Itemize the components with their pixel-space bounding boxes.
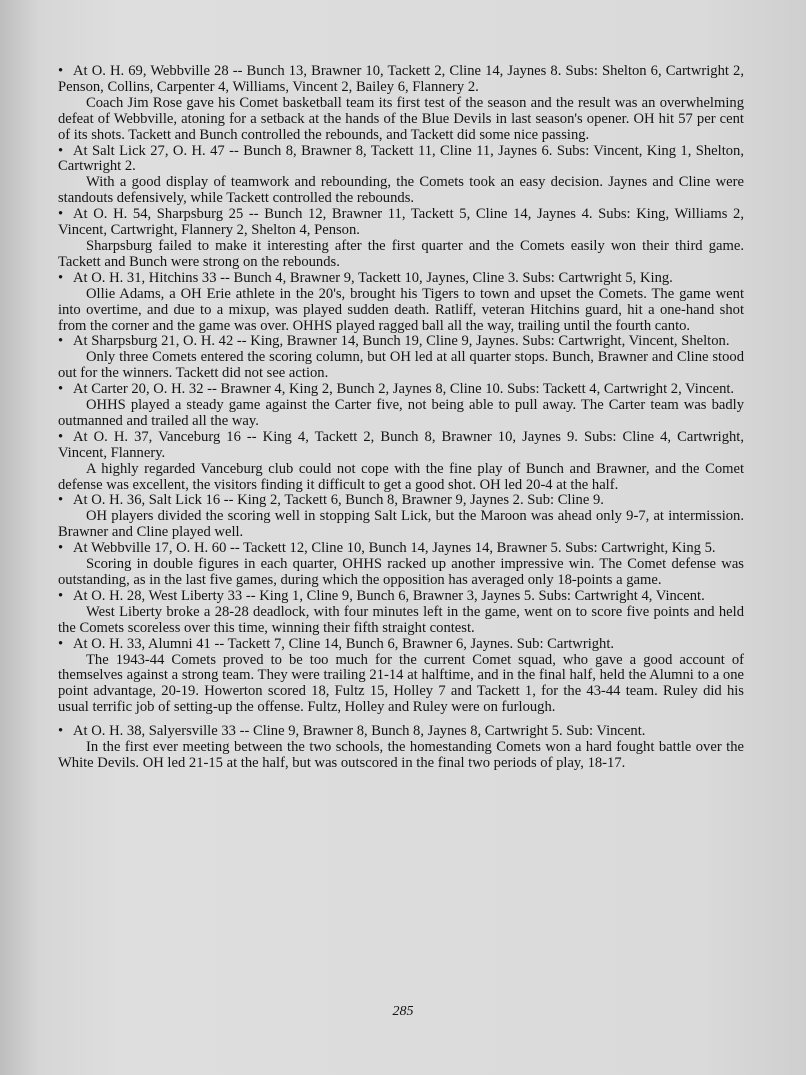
game-summary-paragraph bbox=[58, 96, 744, 144]
game-result-line bbox=[58, 541, 744, 557]
text: Only three Comets entered the scoring column, but OH led at all quarter stops. Bunch, Brawner and Cline stood out for the winners. Tackett did not see action. bbox=[58, 349, 744, 382]
bullet-icon: • bbox=[58, 635, 64, 652]
game-summary-paragraph bbox=[58, 239, 744, 271]
text: Ollie Adams, a OH Erie athlete in the 20's, brought his Tigers to town and upset the Comets. The game went into overtime, and due to a mixup, was played sudden death. Ratliff, veteran Hitchins guard, hit a one-hand shot from the corner and the game was over. OHHS played ragged ball all the way, trailing until the fourth canto. bbox=[58, 285, 744, 334]
bullet-icon: • bbox=[58, 381, 64, 398]
text: At O. H. 38, Salyersville 33 -- Cline 9, Brawner 8, Bunch 8, Jaynes 8, Cartwright 5. Sub: Vincent. bbox=[73, 723, 646, 740]
bullet-icon: • bbox=[58, 206, 64, 223]
text: With a good display of teamwork and rebounding, the Comets took an easy decision. Jaynes and Cline were standouts defensively, while Tackett controlled the rebounds. bbox=[58, 174, 744, 207]
text: At Sharpsburg 21, O. H. 42 -- King, Brawner 14, Bunch 19, Cline 9, Jaynes. Subs: Cartwright, Vincent, Shelton. bbox=[73, 333, 730, 350]
game-result-line bbox=[58, 493, 744, 509]
game-summary-paragraph bbox=[58, 398, 744, 430]
text: At O. H. 33, Alumni 41 -- Tackett 7, Cline 14, Bunch 6, Brawner 6, Jaynes. Sub: Cartwright. bbox=[73, 635, 615, 652]
text: At Salt Lick 27, O. H. 47 -- Bunch 8, Brawner 8, Tackett 11, Cline 11, Jaynes 6. Subs: Vincent, King 1, Shelton, Cartwright 2. bbox=[58, 142, 744, 175]
game-summary-paragraph bbox=[58, 557, 744, 589]
text: West Liberty broke a 28-28 deadlock, with four minutes left in the game, went on to score five points and held the Comets scoreless over this time, winning their fifth straight contest. bbox=[58, 603, 744, 636]
text: At O. H. 54, Sharpsburg 25 -- Bunch 12, Brawner 11, Tackett 5, Cline 14, Jaynes 4. Subs: King, Williams 2, Vincent, Cartwright, Flannery 2, Shelton 4, Penson. bbox=[58, 206, 744, 239]
text: Sharpsburg failed to make it interesting after the first quarter and the Comets easily won their third game. Tackett and Bunch were strong on the rebounds. bbox=[58, 237, 744, 270]
game-summary-paragraph bbox=[58, 740, 744, 772]
bullet-icon: • bbox=[58, 587, 64, 604]
page-body-text bbox=[58, 64, 744, 772]
text: At Webbville 17, O. H. 60 -- Tackett 12, Cline 10, Bunch 14, Jaynes 14, Brawner 5. Subs: Cartwright, King 5. bbox=[73, 540, 716, 557]
text: OHHS played a steady game against the Carter five, not being able to pull away. The Carter team was badly outmanned and trailed all the way. bbox=[58, 397, 744, 429]
game-summary-paragraph bbox=[58, 462, 744, 494]
bullet-icon: • bbox=[58, 723, 64, 740]
game-result-line bbox=[58, 334, 744, 350]
text: In the first ever meeting between the two schools, the homestanding Comets won a hard fought battle over the White Devils. OH led 21-15 at the half, but was outscored in the final two periods of play, 18-17. bbox=[58, 739, 744, 771]
bullet-icon: • bbox=[58, 63, 64, 79]
bullet-icon: • bbox=[58, 333, 64, 350]
bullet-icon: • bbox=[58, 142, 64, 159]
game-result-line bbox=[58, 271, 744, 287]
text: Scoring in double figures in each quarter, OHHS racked up another impressive win. The Comet defense was outstanding, as in the last five games, during which the opposition has averaged only 18-points a game. bbox=[58, 556, 744, 588]
text: OH players divided the scoring well in stopping Salt Lick, but the Maroon was ahead only 9-7, at intermission. Brawner and Cline played well. bbox=[58, 508, 744, 541]
text: Coach Jim Rose gave his Comet basketball team its first test of the season and the result was an overwhelming defeat of Webbville, atoning for a setback at the hands of the Blue Devils in last season's opener. OH hit 57 per cent of its shots. Tackett and Bunch controlled the rebounds, and Tackett did some nice passing. bbox=[58, 94, 744, 143]
text: At O. H. 36, Salt Lick 16 -- King 2, Tackett 6, Bunch 8, Brawner 9, Jaynes 2. Sub: Cline 9. bbox=[73, 492, 604, 509]
game-result-line bbox=[58, 207, 744, 239]
page-number: 285 bbox=[392, 1004, 414, 1019]
bullet-icon: • bbox=[58, 269, 64, 286]
game-summary-paragraph bbox=[58, 287, 744, 335]
text: At O. H. 28, West Liberty 33 -- King 1, Cline 9, Bunch 6, Brawner 3, Jaynes 5. Subs: Cartwright 4, Vincent. bbox=[73, 587, 705, 604]
game-summary-paragraph bbox=[58, 509, 744, 541]
game-summary-paragraph bbox=[58, 653, 744, 717]
game-result-line bbox=[58, 637, 744, 653]
bullet-icon: • bbox=[58, 428, 64, 445]
text: At Carter 20, O. H. 32 -- Brawner 4, King 2, Bunch 2, Jaynes 8, Cline 10. Subs: Tackett 4, Cartwright 2, Vincent. bbox=[73, 381, 735, 398]
game-result-line bbox=[58, 382, 744, 398]
bullet-icon: • bbox=[58, 540, 64, 557]
game-summary-paragraph bbox=[58, 175, 744, 207]
game-result-line bbox=[58, 724, 744, 740]
game-summary-paragraph bbox=[58, 350, 744, 382]
game-result-line bbox=[58, 430, 744, 462]
bullet-icon: • bbox=[58, 492, 64, 509]
text: At O. H. 37, Vanceburg 16 -- King 4, Tackett 2, Bunch 8, Brawner 10, Jaynes 9. Subs: Cline 4, Cartwright, Vincent, Flannery. bbox=[58, 428, 744, 461]
game-result-line bbox=[58, 589, 744, 605]
text: At O. H. 69, Webbville 28 -- Bunch 13, Brawner 10, Tackett 2, Cline 14, Jaynes 8. Subs: Shelton 6, Cartwright 2, Penson, Collins, Carpenter 4, Williams, Vincent 2, Bailey 6, Flannery 2. bbox=[58, 63, 744, 95]
text: A highly regarded Vanceburg club could not cope with the fine play of Bunch and Brawner, and the Comet defense was excellent, the visitors finding it difficult to get a good shot. OH led 20-4 at the half. bbox=[58, 460, 744, 493]
game-summary-paragraph bbox=[58, 605, 744, 637]
game-result-line bbox=[58, 144, 744, 176]
text: At O. H. 31, Hitchins 33 -- Bunch 4, Brawner 9, Tackett 10, Jaynes, Cline 3. Subs: Cartwright 5, King. bbox=[73, 269, 673, 286]
game-result-line bbox=[58, 64, 744, 96]
text: The 1943-44 Comets proved to be too much for the current Comet squad, who gave a good account of themselves against a strong team. They were trailing 21-14 at halftime, and in the final half, held the Alumni to a one point advantage, 20-19. Howerton scored 18, Fultz 15, Holley 7 and Tackett 1, for the 43-44 team. Ruley did his usual terrific job of setting-up the offense. Fultz, Holley and Ruley were on furlough. bbox=[58, 651, 744, 716]
